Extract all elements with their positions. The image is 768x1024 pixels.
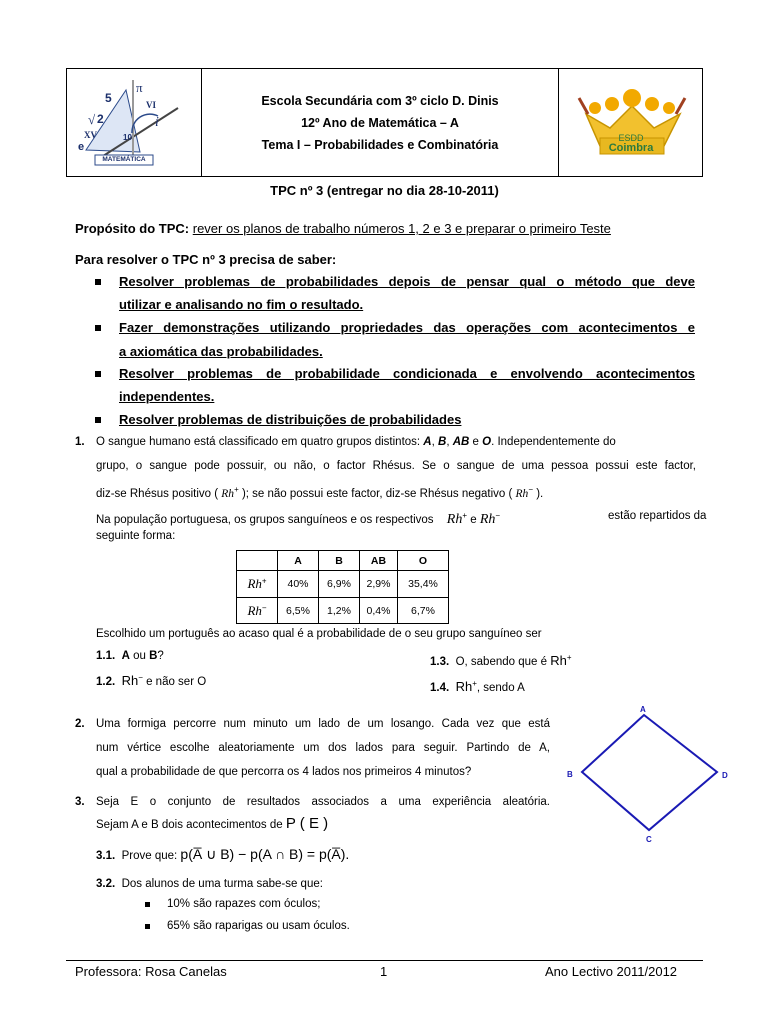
sub-text: B xyxy=(149,650,158,662)
bullet xyxy=(95,371,101,377)
rh-symbol: Rh xyxy=(247,602,262,618)
need-item-4-line1: Resolver problemas de distribuições de probabilidades xyxy=(119,412,462,427)
rh-plus: + xyxy=(566,653,572,662)
q1-line1-text: O sangue humano está classificado em quatro grupos distintos: xyxy=(96,436,424,448)
table-header-cell: O xyxy=(398,551,449,571)
rh-symbol: Rh xyxy=(221,487,235,500)
need-item-1-line1: Resolver problemas de probabilidades depois de pensar qual o método que deve xyxy=(119,274,695,289)
table-cell: 6,7% xyxy=(398,598,449,624)
svg-text:XV: XV xyxy=(84,130,97,140)
crown-logo-text-1: ESDD xyxy=(618,133,644,143)
q3-1 xyxy=(96,842,349,868)
rh-symbol: Rh xyxy=(446,511,463,527)
q1-line3-a: diz-se Rhésus positivo ( xyxy=(96,487,219,500)
rh-minus: − xyxy=(261,603,267,612)
group-a: A xyxy=(423,436,432,448)
sub-number: 1.1. xyxy=(96,650,116,662)
q1-line1-end: . Independentemente do xyxy=(491,436,616,448)
sub-text: , sendo A xyxy=(476,681,525,694)
sub-text: ? xyxy=(157,650,164,662)
bullet xyxy=(95,325,101,331)
q3-number: 3. xyxy=(75,796,85,808)
rh-symbol: Rh xyxy=(479,511,496,527)
probability-formula: p(A̅ ∪ B) − p(A ∩ B) = p(A̅). xyxy=(180,846,350,862)
rh-minus: − xyxy=(495,511,501,520)
vertex-c-label: C xyxy=(646,835,652,844)
footer-teacher: Professora: Rosa Canelas xyxy=(75,964,227,979)
q1-line3-b: ); se não possui este factor, diz-se Rhésus negativo ( xyxy=(241,487,513,500)
table-row xyxy=(237,598,449,624)
rh-symbol: Rh xyxy=(455,678,473,694)
q2-line3: qual a probabilidade de que percorra os 4 lados nos primeiros 4 minutos? xyxy=(96,766,472,778)
q3-bullet-2: 65% são raparigas ou usam óculos. xyxy=(167,920,350,932)
table-header-row xyxy=(237,551,449,571)
table-header-cell xyxy=(237,551,278,571)
bullet xyxy=(95,279,101,285)
q1-1 xyxy=(96,644,164,668)
page-number: 1 xyxy=(380,964,388,979)
table-cell: 2,9% xyxy=(360,571,398,598)
q1-line3 xyxy=(96,478,543,506)
sub-text: O, sabendo que é xyxy=(455,655,548,668)
q2-line2: num vértice escolhe aleatoriamente um dos lados para seguir. Partindo de A, xyxy=(96,742,550,754)
q2-number: 2. xyxy=(75,718,85,730)
sub-number: 1.4. xyxy=(430,681,450,694)
table-header-cell: B xyxy=(319,551,360,571)
q1-line4-end: estão repartidos da xyxy=(608,510,707,522)
row-label xyxy=(237,571,278,598)
svg-text:5: 5 xyxy=(105,91,112,105)
table-header-cell: AB xyxy=(360,551,398,571)
group-ab: AB xyxy=(452,436,470,448)
sub-text: Dos alunos de uma turma sabe-se que: xyxy=(121,878,323,890)
q1-number: 1. xyxy=(75,436,85,448)
vertex-d-label: D xyxy=(722,771,728,780)
q1-line5: seguinte forma: xyxy=(96,530,176,542)
q3-bullet-1: 10% são rapazes com óculos; xyxy=(167,898,321,910)
rh-plus: + xyxy=(472,679,477,688)
svg-text:π: π xyxy=(136,80,143,95)
table-header-cell: A xyxy=(278,551,319,571)
vertex-a-label: A xyxy=(640,705,646,714)
bullet xyxy=(145,902,150,907)
q1-4 xyxy=(430,672,525,700)
purpose-label: Propósito do TPC: xyxy=(75,221,190,236)
row-label xyxy=(237,598,278,624)
purpose-text: rever os planos de trabalho números 1, 2 e 3 e preparar o primeiro Teste xyxy=(192,221,611,236)
sub-text: e não ser O xyxy=(146,675,207,688)
purpose-line xyxy=(75,221,611,236)
sub-text: ou xyxy=(129,650,150,662)
need-item-2-line1: Fazer demonstrações utilizando propriedades das operações com acontecimentos e xyxy=(119,320,695,335)
q1-line1: O sangue humano está classificado em quatro grupos distintos: A, B, AB e O. Independentemente do xyxy=(96,436,616,448)
need-item-1-line2: utilizar e analisando no fim o resultado. xyxy=(119,297,364,312)
q3-line1: Seja E o conjunto de resultados associados a uma experiência aleatória. xyxy=(96,796,550,808)
svg-text:10: 10 xyxy=(123,133,132,142)
svg-text:√: √ xyxy=(88,112,96,127)
q3-line2-text: Sejam A e B dois acontecimentos de xyxy=(96,819,283,831)
grade-title: 12º Ano de Matemática – A xyxy=(301,116,459,130)
need-item-2-line2: a axiomática das probabilidades. xyxy=(119,344,323,359)
q2-line1: Uma formiga percorre num minuto um lado de um losango. Cada vez que está xyxy=(96,718,550,730)
svg-text:VI: VI xyxy=(146,100,157,110)
table-cell: 40% xyxy=(278,571,319,598)
power-set-expression: P ( E ) xyxy=(285,815,329,832)
q3-line2 xyxy=(96,812,328,837)
table-cell: 0,4% xyxy=(360,598,398,624)
rh-symbol: Rh xyxy=(515,487,529,500)
q1-prompt: Escolhido um português ao acaso qual é a probabilidade de o seu grupo sanguíneo ser xyxy=(96,628,542,640)
tpc-title: TPC nº 3 (entregar no dia 28-10-2011) xyxy=(270,183,499,198)
bullet xyxy=(145,924,150,929)
footer-school-year: Ano Lectivo 2011/2012 xyxy=(545,964,678,979)
q1-line3-c: ). xyxy=(536,487,544,500)
rh-plus: + xyxy=(261,576,267,586)
group-b: B xyxy=(438,436,447,448)
rh-minus: − xyxy=(138,673,143,682)
table-row xyxy=(237,571,449,598)
sub-number: 3.1. xyxy=(96,850,116,862)
group-o: O xyxy=(482,436,492,448)
table-cell: 35,4% xyxy=(398,571,449,598)
q1-line4-b: e xyxy=(470,513,477,526)
school-name: Escola Secundária com 3º ciclo D. Dinis xyxy=(261,94,499,108)
need-item-3-line2: independentes. xyxy=(119,389,215,404)
sub-number: 3.2. xyxy=(96,878,116,890)
vertex-b-label: B xyxy=(567,770,573,779)
svg-text:i: i xyxy=(155,115,159,130)
logo-caption: MATEMÁTICA xyxy=(102,156,146,163)
theme-title: Tema I – Probabilidades e Combinatória xyxy=(261,138,499,152)
need-to-know-heading: Para resolver o TPC nº 3 precisa de saber: xyxy=(75,252,337,267)
svg-text:2: 2 xyxy=(97,112,104,126)
rh-symbol: Rh xyxy=(247,576,262,591)
q1-line4 xyxy=(96,504,696,532)
q1-2 xyxy=(96,666,206,694)
mathematics-logo xyxy=(78,78,190,168)
rh-plus: + xyxy=(462,511,467,520)
rh-symbol: Rh xyxy=(121,672,139,688)
rh-table xyxy=(236,550,449,624)
q1-3 xyxy=(430,646,572,674)
sub-text: Prove que: xyxy=(121,850,178,862)
footer-rule xyxy=(66,960,703,961)
bullet xyxy=(95,417,101,423)
rh-minus: − xyxy=(528,485,533,494)
rh-symbol: Rh xyxy=(550,652,567,668)
sub-text: A xyxy=(121,650,130,662)
rhombus-diagram xyxy=(560,700,760,850)
rh-plus: + xyxy=(234,485,239,494)
table-cell: 1,2% xyxy=(319,598,360,624)
q1-line4-a: Na população portuguesa, os grupos sanguíneos e os respectivos xyxy=(96,513,434,526)
need-item-3-line1: Resolver problemas de probabilidade condicionada e envolvendo acontecimentos xyxy=(119,366,695,381)
crown-logo-text-2: Coimbra xyxy=(608,142,654,154)
table-cell: 6,5% xyxy=(278,598,319,624)
svg-text:e: e xyxy=(78,141,85,153)
sub-number: 1.2. xyxy=(96,675,116,688)
header-divider-right xyxy=(558,68,559,177)
sub-number: 1.3. xyxy=(430,655,450,668)
table-cell: 6,9% xyxy=(319,571,360,598)
q1-line2: grupo, o sangue pode possuir, ou não, o factor Rhésus. Se o sangue de uma pessoa possui este factor, xyxy=(96,460,696,472)
